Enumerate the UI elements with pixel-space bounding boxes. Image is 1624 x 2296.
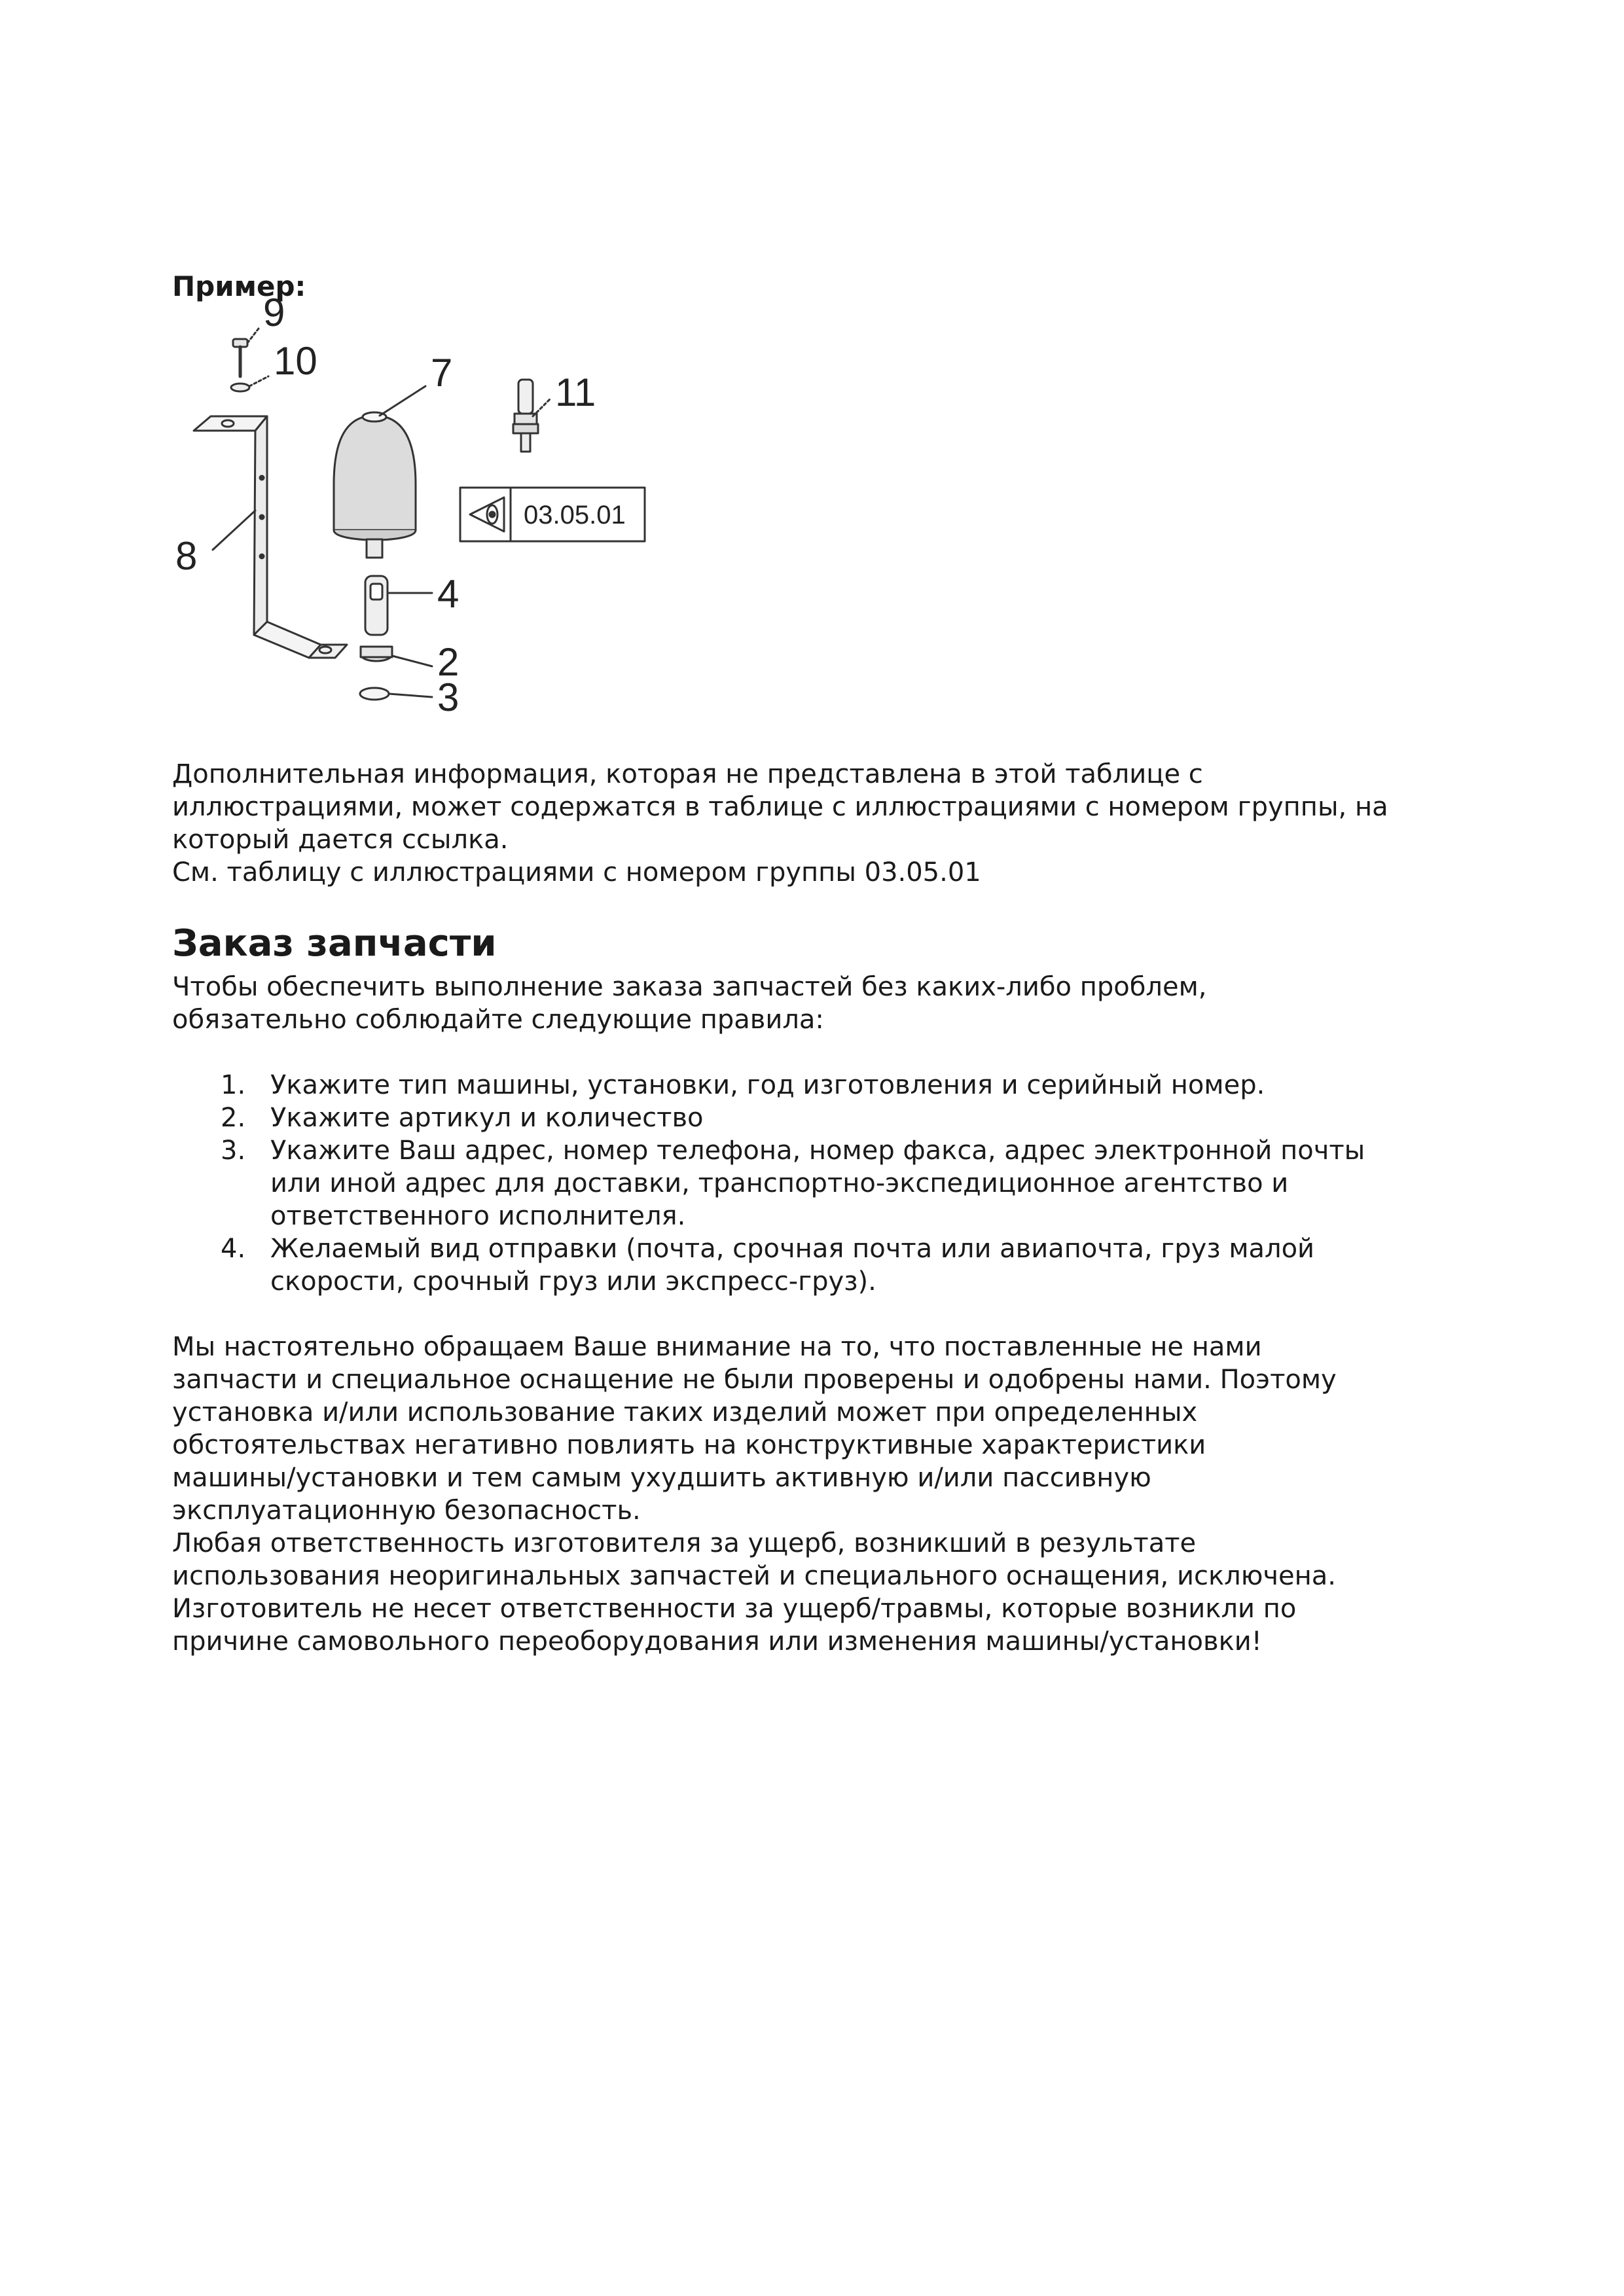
group-reference-number: 03.05.01 [524,501,626,529]
additional-info [172,758,1455,889]
lamp-part [513,380,550,452]
rule-text: ответственного исполнителя. [270,1201,686,1231]
warning-line: машины/установки и тем самым ухудшить активную и/или пассивную [172,1463,1151,1493]
rule-text: Желаемый вид отправки (почта, срочная почта или авиапочта, груз малой [270,1234,1315,1264]
nut-part [361,647,432,666]
rule-text: Укажите Ваш адрес, номер телефона, номер факса, адрес электронной почты [270,1136,1365,1166]
callout-7: 7 [431,351,453,395]
info-line: иллюстрациями, может содержатся в таблице с иллюстрациями с номером группы, на [172,792,1388,822]
ordering-intro [172,971,1455,1036]
rule-item [172,1134,1455,1232]
rule-number: 3. [221,1136,246,1166]
info-line: который дается ссылка. [172,825,509,855]
bracket-part [194,416,347,658]
info-line: Дополнительная информация, которая не представлена в этой таблице с [172,759,1203,789]
warning-line: обстоятельствах негативно повлиять на конструктивные характеристики [172,1430,1206,1460]
rule-text: Укажите артикул и количество [270,1103,704,1133]
callout-9: 9 [263,291,285,334]
warning-line: запчасти и специальное оснащение не были проверены и одобрены нами. Поэтому [172,1365,1337,1395]
warning-line: причине самовольного переоборудования или изменения машины/установки! [172,1626,1262,1657]
intro-line: обязательно соблюдайте следующие правила: [172,1005,824,1035]
section-heading: Заказ запчасти [172,922,497,965]
rule-number: 2. [221,1103,246,1133]
callout-4: 4 [437,572,460,616]
holder-part [365,576,432,635]
warning-line: установка и/или использование таких изделий может при определенных [172,1397,1198,1427]
rule-item [172,1069,1455,1102]
rule-number: 4. [221,1234,246,1264]
parts-illustration [157,288,668,733]
rule-text: скорости, срочный груз или экспресс-груз). [270,1266,876,1297]
liability-warning [172,1331,1455,1658]
warning-line: использования неоригинальных запчастей и специального оснащения, исключена. [172,1561,1336,1591]
callout-10: 10 [274,339,317,383]
rule-item [172,1232,1455,1298]
split-washer-part [360,688,432,700]
washer-part [231,376,268,391]
rule-number: 1. [221,1070,246,1100]
info-line: См. таблицу с иллюстрациями с номером группы 03.05.01 [172,857,981,888]
callout-2: 2 [437,640,460,684]
example-label: Пример: [172,270,306,302]
callout-3: 3 [437,675,460,719]
warning-line: Мы настоятельно обращаем Ваше внимание на то, что поставленные не нами [172,1332,1262,1362]
warning-line: Любая ответственность изготовителя за ущерб, возникший в результате [172,1528,1197,1558]
callout-8: 8 [175,534,198,578]
rule-text: Укажите тип машины, установки, год изготовления и серийный номер. [270,1070,1265,1100]
bolt-part [233,329,259,376]
ordering-rules-list [172,1069,1455,1298]
warning-line: эксплуатационную безопасность. [172,1496,641,1526]
rule-item [172,1102,1455,1134]
callout-11: 11 [555,370,596,414]
warning-line: Изготовитель не несет ответственности за ущерб/травмы, которые возникли по [172,1594,1297,1624]
rule-text: или иной адрес для доставки, транспортно-экспедиционное агентство и [270,1168,1289,1198]
intro-line: Чтобы обеспечить выполнение заказа запчастей без каких-либо проблем, [172,972,1207,1002]
beacon-part [334,386,425,558]
